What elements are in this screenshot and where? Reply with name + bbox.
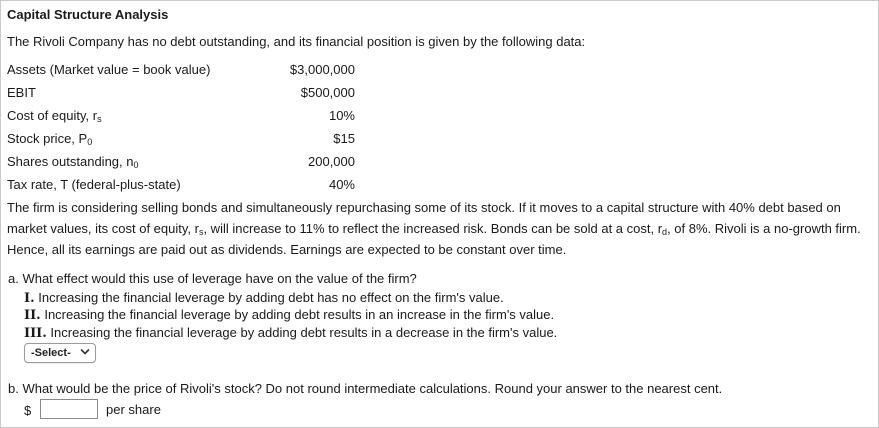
option-iii: III. Increasing the financial leverage by adding debt results in a decrease in the firm's value. bbox=[24, 325, 558, 341]
data-value: $15 bbox=[333, 131, 355, 146]
chevron-down-icon bbox=[80, 346, 90, 358]
data-value: $3,000,000 bbox=[289, 62, 355, 77]
data-value: 200,000 bbox=[308, 154, 355, 169]
currency-symbol: $ bbox=[24, 403, 32, 418]
option-i: I. Increasing the financial leverage by adding debt has no effect on the firm's value. bbox=[24, 290, 504, 306]
data-label: Stock price, $P_0$ bbox=[7, 131, 93, 147]
data-value: 10% bbox=[328, 108, 355, 123]
data-label: Shares outstanding, $n_0$ bbox=[7, 154, 139, 170]
select-value: -Select- bbox=[31, 347, 71, 359]
data-value: $500,000 bbox=[300, 85, 355, 100]
price-answer-input[interactable] bbox=[40, 399, 98, 419]
data-label: Cost of equity, $r_s$ bbox=[7, 108, 102, 124]
unit-label: per share bbox=[106, 402, 161, 417]
option-ii: II. Increasing the financial leverage by adding debt results in an increase in the firm's value. bbox=[24, 307, 555, 323]
data-value: 40% bbox=[328, 177, 355, 192]
problem-paragraph: The firm is considering selling bonds and simultaneously repurchasing some of its stock. If it moves to a capital structure with 40% debt based on market values, its cost of equity, $r_s$, will increase to 11% to reflect the increased risk. Bonds can be sold at a cost, $r_d$, of 8%. Rivoli is a no-growth firm. Hence, all its earnings are paid out as dividends. Earnings are expected to be constant over time. bbox=[7, 200, 861, 257]
answer-select-dropdown[interactable] bbox=[24, 343, 96, 363]
question-b-prompt: b. What would be the price of Rivoli's stock? Do not round intermediate calculations. Round your answer to the nearest cent. bbox=[8, 381, 723, 396]
data-label: Tax rate, T (federal-plus-state) bbox=[7, 177, 181, 192]
data-label: EBIT bbox=[7, 85, 36, 100]
data-label: Assets (Market value = book value) bbox=[7, 62, 211, 77]
problem-title: Capital Structure Analysis bbox=[7, 7, 169, 22]
intro-text: The Rivoli Company has no debt outstanding, and its financial position is given by the following data: bbox=[7, 34, 586, 49]
question-a-prompt: a. What effect would this use of leverage have on the value of the firm? bbox=[8, 271, 417, 286]
